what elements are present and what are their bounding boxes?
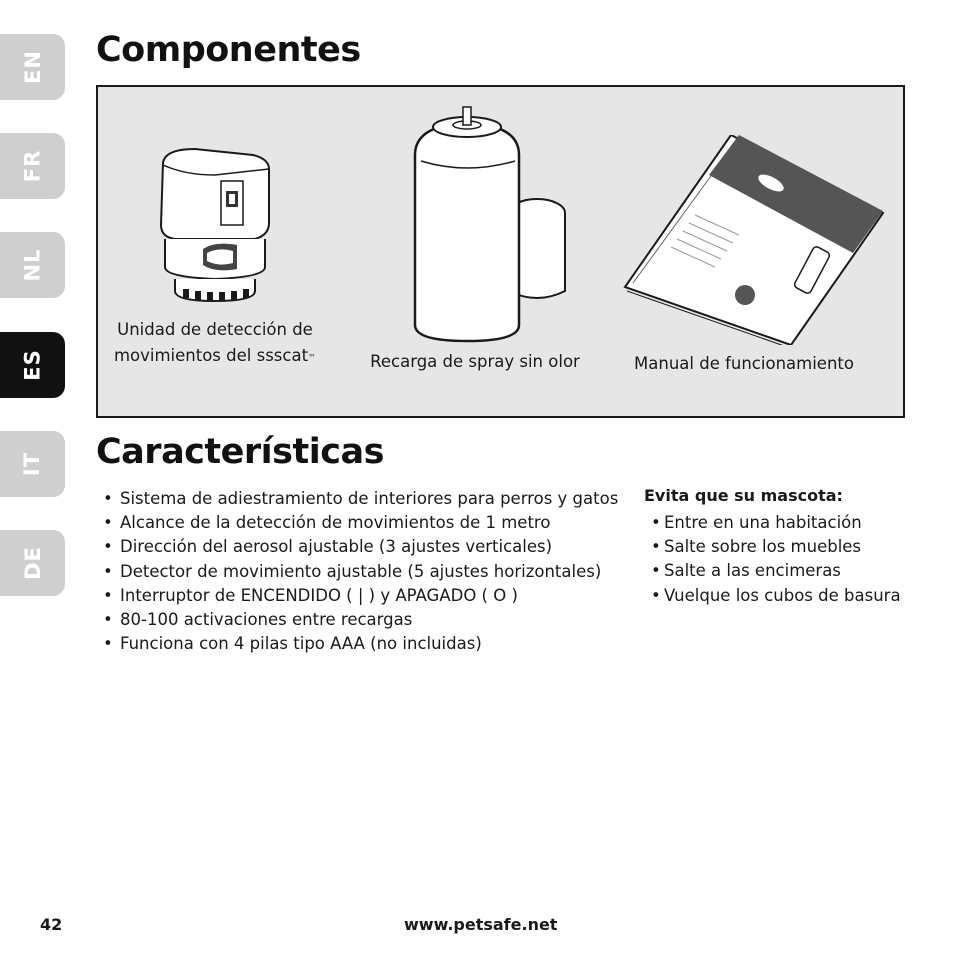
list-item: • Dirección del aerosol ajustable (3 ajustes verticales) xyxy=(100,535,618,559)
list-item: • Funciona con 4 pilas tipo AAA (no incluidas) xyxy=(100,632,618,656)
spray-can-icon xyxy=(411,105,571,343)
list-item: • Interruptor de ENCENDIDO ( | ) y APAGADO ( O ) xyxy=(100,584,618,608)
lang-tab-de[interactable] xyxy=(0,530,65,596)
lang-tab-label: FR xyxy=(20,149,45,183)
motion-unit-caption-line1: Unidad de detección de xyxy=(117,320,313,339)
lang-tab-label: IT xyxy=(20,451,45,477)
avoid-title: Evita que su mascota: xyxy=(644,486,843,505)
lang-tab-it[interactable] xyxy=(0,431,65,497)
features-heading: Características xyxy=(96,432,384,472)
manual-icon xyxy=(621,135,885,345)
lang-tab-nl[interactable] xyxy=(0,232,65,298)
motion-unit-caption-line2: movimientos del ssscat xyxy=(113,346,309,365)
lang-tab-label: NL xyxy=(20,248,45,282)
components-heading: Componentes xyxy=(96,30,361,70)
list-item: • Entre en una habitación xyxy=(651,511,901,535)
list-item: • 80-100 activaciones entre recargas xyxy=(100,608,618,632)
website-link[interactable]: www.petsafe.net xyxy=(404,915,558,934)
motion-unit-caption xyxy=(110,317,320,369)
page-number: 42 xyxy=(40,915,63,934)
lang-tab-en[interactable] xyxy=(0,34,65,100)
manual-caption: Manual de funcionamiento xyxy=(634,354,854,373)
lang-tab-label: DE xyxy=(20,546,45,580)
list-item: • Sistema de adiestramiento de interiores para perros y gatos xyxy=(100,487,618,511)
list-item: • Alcance de la detección de movimientos de 1 metro xyxy=(100,511,618,535)
lang-tab-fr[interactable] xyxy=(0,133,65,199)
components-panel xyxy=(96,85,905,418)
list-item: • Detector de movimiento ajustable (5 ajustes horizontales) xyxy=(100,560,618,584)
list-item: • Salte a las encimeras xyxy=(651,559,901,583)
lang-tab-label: ES xyxy=(20,349,45,381)
trademark-symbol: ™ xyxy=(308,353,317,362)
features-list xyxy=(100,487,618,656)
motion-unit-icon xyxy=(155,145,275,305)
list-item: • Vuelque los cubos de basura xyxy=(651,584,901,608)
avoid-list xyxy=(651,511,901,608)
lang-tab-es[interactable] xyxy=(0,332,65,398)
list-item: • Salte sobre los muebles xyxy=(651,535,901,559)
spray-caption: Recarga de spray sin olor xyxy=(370,352,580,371)
lang-tab-label: EN xyxy=(20,50,45,84)
